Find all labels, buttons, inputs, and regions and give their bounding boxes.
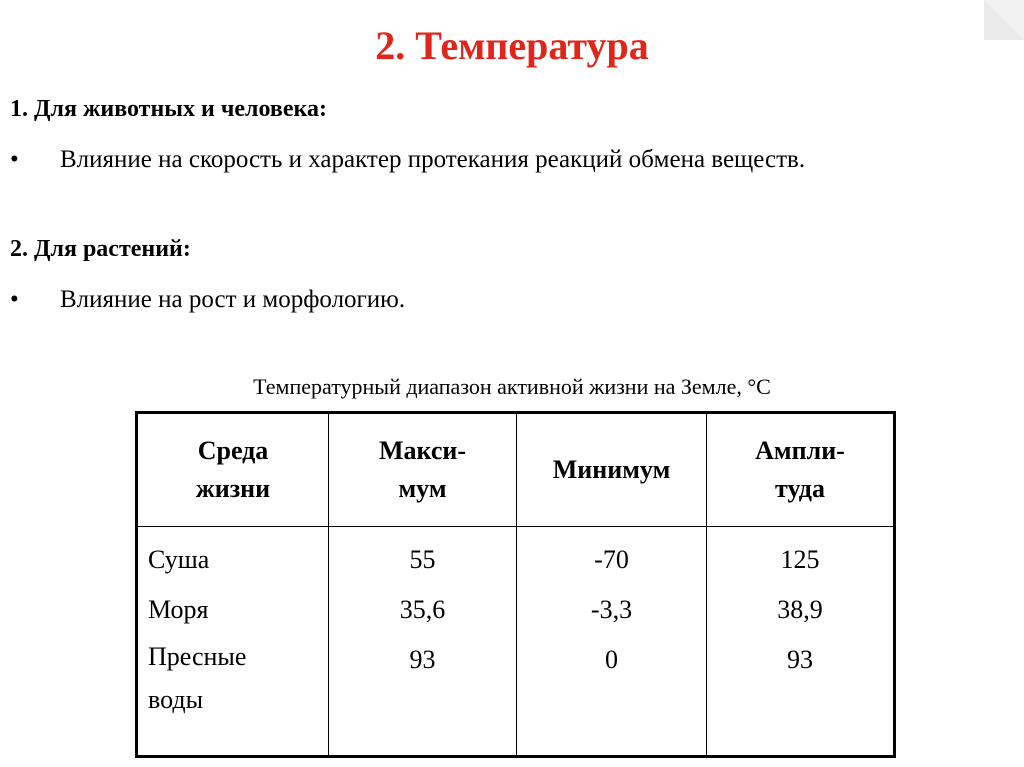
header-maximum-line1: Макси- (378, 436, 467, 465)
environment-land: Суша (148, 545, 210, 574)
maximum-land: 55 (409, 545, 436, 574)
amplitude-land: 125 (780, 545, 820, 574)
amplitude-seas: 38,9 (777, 595, 823, 624)
table-header-row (137, 413, 895, 527)
header-environment-line1: Среда (197, 436, 269, 465)
section-heading-animals: 1. Для животных и человека: (10, 96, 327, 122)
cell-maximum-values (329, 527, 517, 757)
bullet-animals (10, 142, 970, 178)
cell-amplitude-values (707, 527, 895, 757)
amplitude-freshwater: 93 (787, 645, 813, 674)
maximum-seas: 35,6 (399, 595, 446, 624)
table-body-row (137, 527, 895, 757)
header-maximum-line2: мум (398, 474, 447, 503)
header-amplitude-line2: туда (775, 474, 825, 503)
header-minimum-text: Минимум (552, 455, 671, 484)
cell-environments (137, 527, 329, 757)
bullet-text-plants: Влияние на рост и морфологию. (60, 286, 406, 313)
section-heading-plants: 2. Для растений: (10, 236, 191, 262)
environment-seas: Моря (148, 595, 209, 624)
cell-minimum-values (517, 527, 707, 757)
temperature-table (135, 411, 896, 758)
bullet-text-animals: Влияние на скорость и характер протекания реакций обмена веществ. (60, 146, 806, 173)
slide-title: 2. Температура (375, 23, 649, 68)
bullet-mark: • (10, 146, 19, 173)
bullet-plants (10, 282, 970, 318)
header-minimum (517, 413, 707, 527)
header-environment (137, 413, 329, 527)
minimum-land: -70 (594, 545, 629, 574)
header-amplitude-line1: Ампли- (755, 436, 845, 465)
header-amplitude (707, 413, 895, 527)
minimum-freshwater: 0 (605, 645, 618, 674)
environment-freshwater: Пресные воды (148, 642, 247, 714)
header-maximum (329, 413, 517, 527)
header-environment-line2: жизни (195, 474, 271, 503)
maximum-freshwater: 93 (409, 645, 436, 674)
minimum-seas: -3,3 (590, 595, 633, 624)
bullet-mark: • (10, 286, 19, 313)
table-caption: Температурный диапазон активной жизни на Земле, °С (253, 374, 771, 399)
